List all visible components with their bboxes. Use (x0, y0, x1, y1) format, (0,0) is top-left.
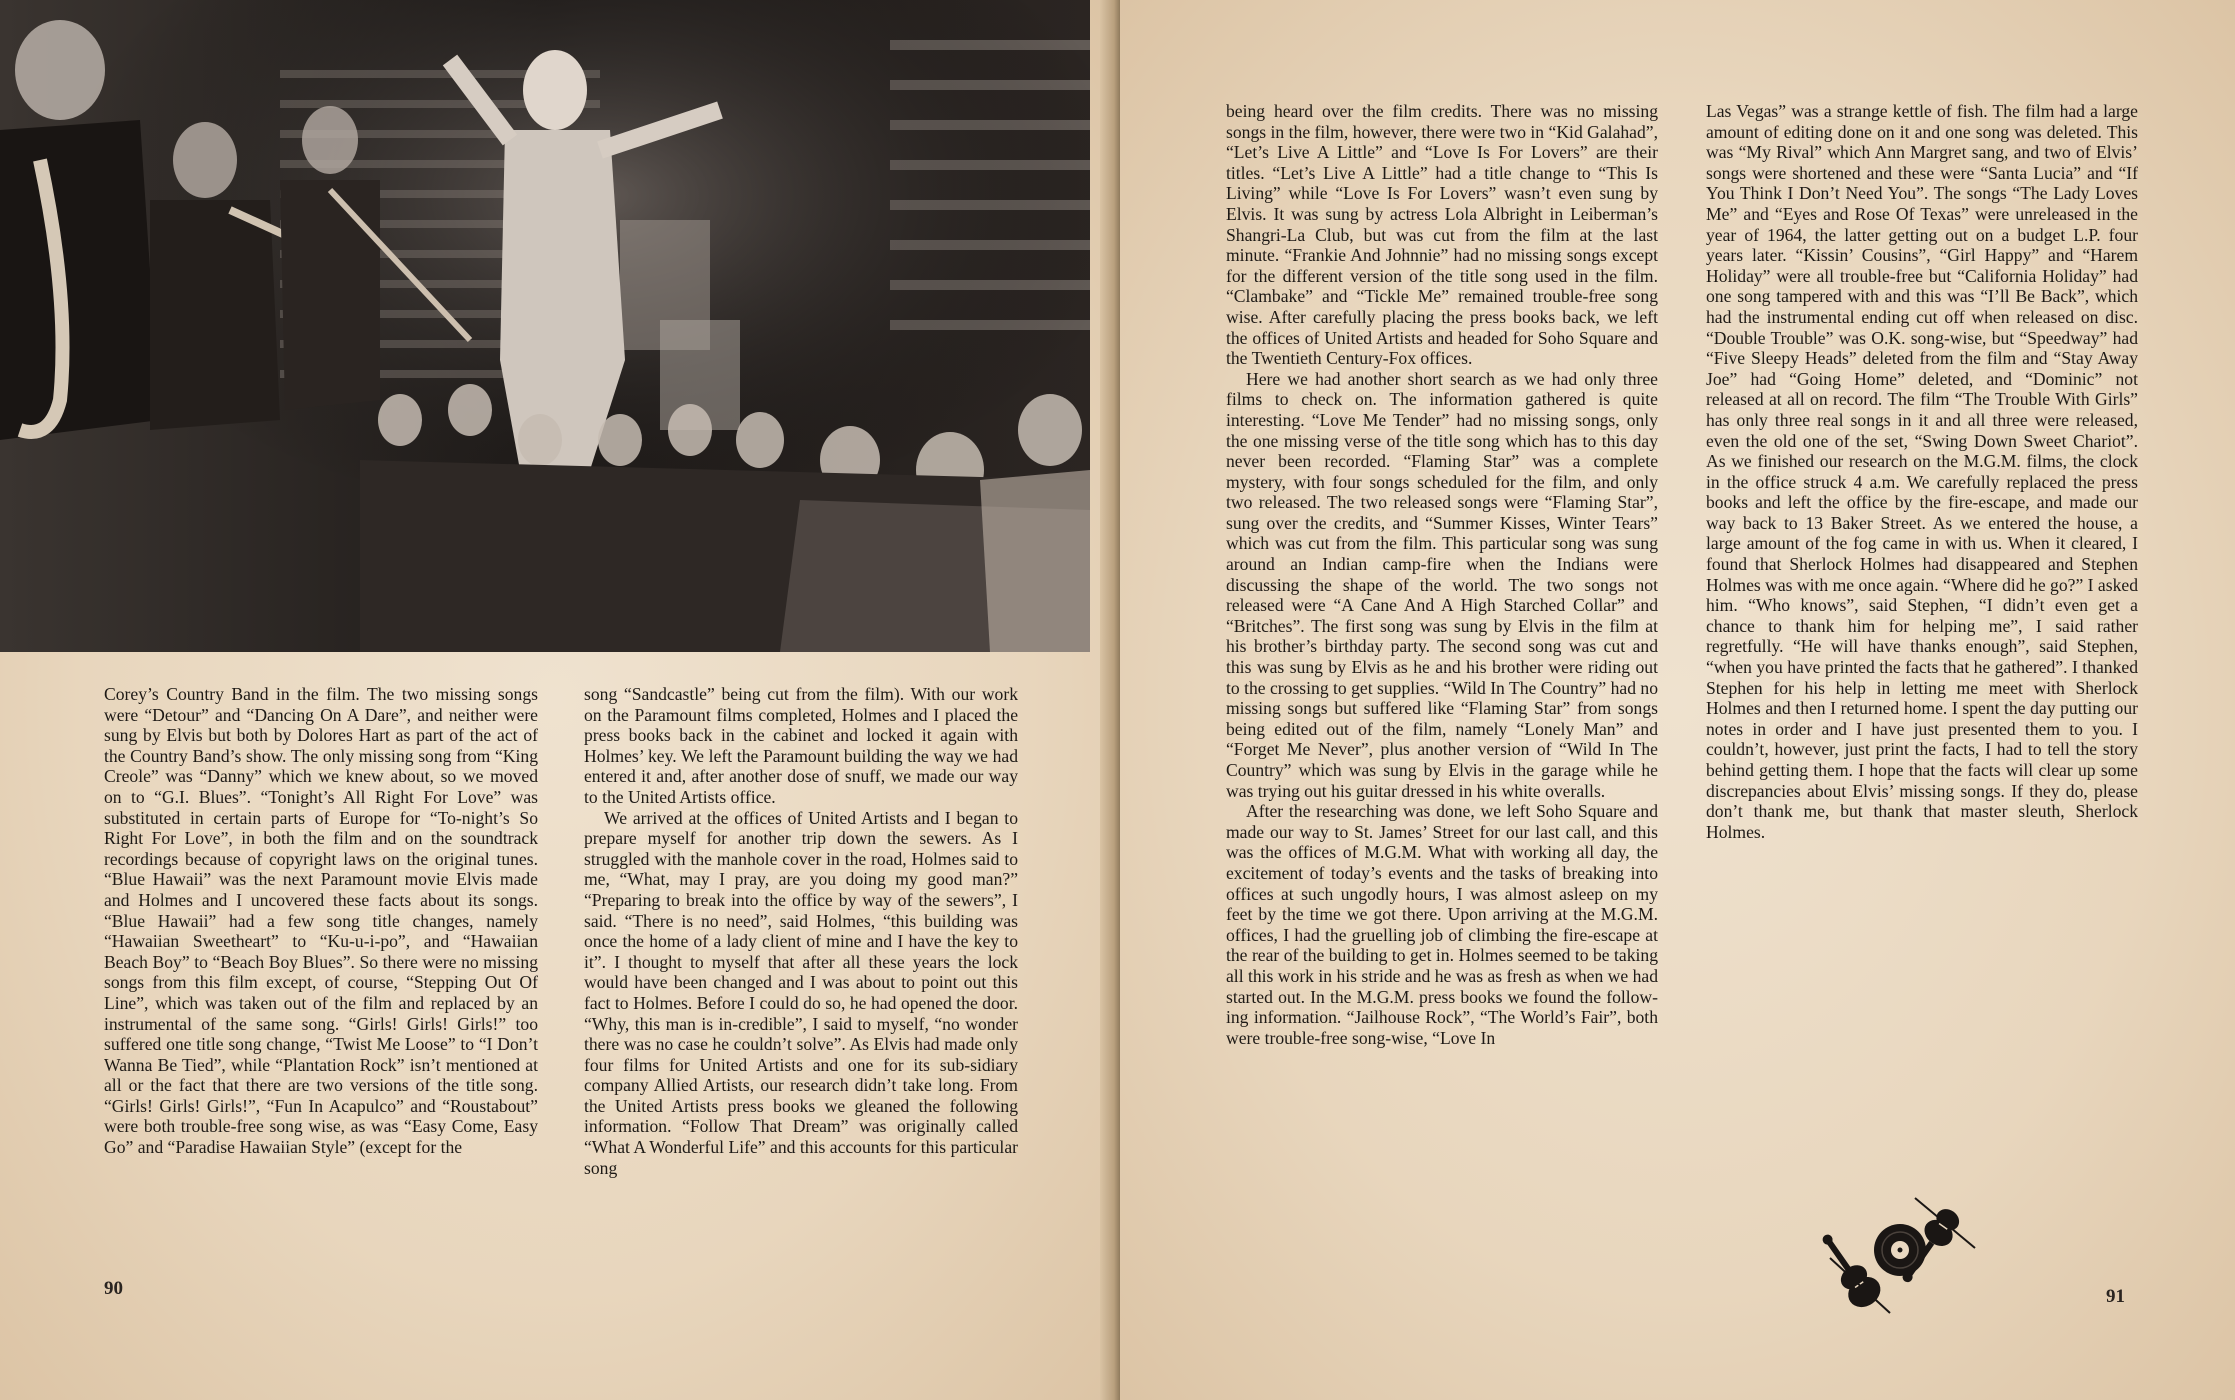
column-1-paragraph-1: Corey’s Country Band in the film. The two missing songs were “Detour” and “Dancing On A Dare”, and neither were sung by Elvis but both by Dolores Hart as part of the act of the Country Band’s show. The only missing song from “King Creole” was “Danny” which we knew about, so we moved on to “G.I. Blues”. “Tonight’s All Right For Love” was substituted in certain parts of Europe for “To-night’s So Right For Love”, in both the film and on the soundtrack recordings because of copyright laws on the original tunes. “Blue Hawaii” was the next Paramount movie Elvis made and Holmes and I uncovered these facts about its songs. “Blue Hawaii” had a few song title changes, namely “Hawaiian Sweetheart” to “Ku-u-i-po”, and “Hawaiian Beach Boy” to “Beach Boy Blues”. So there were no missing songs from this film except, of course, “Stepping Out Of Line”, which was taken out of the film and replaced by an instrumental of the same song. “Girls! Girls! Girls!” too suffered one title song change, “Twist Me Loose” to “I Don’t Wanna Be Tied”, while “Plantation Rock” isn’t mentioned at all or the fact that there are two versions of the title song. “Girls! Girls! Girls!”, “Fun In Acapulco” and “Roustabout” were both trouble-free song wise, as was “Easy Come, Easy Go” and “Paradise Hawaiian Style” (except for the (104, 684, 538, 1158)
column-2-paragraph-1: song “Sandcastle” being cut from the film). With our work on the Paramount films completed, Holmes and I placed the press books back in the cabinet and locked it again with Holmes’ key. We left the Paramount building the way we had entered it and, after another dose of snuff, we made our way to the United Artists office. (584, 684, 1018, 807)
column-2-paragraph-2: We arrived at the offices of United Artists and I began to prepare myself for another trip down the sewers. As I struggled with the manhole cover in the road, Holmes said to me, “What, may I pray, are you doing my good man?” “Preparing to break into the office by way of the sewers”, I said. “There is no need”, said Holmes, “this building was once the home of a lady client of mine and I have the key to it”. I thought to myself that after all these years the lock would have been changed and I was about to point out this fact to Holmes. Before I could do so, he had opened the door. “Why, this man is in-credible”, I said to myself, “no wonder there was no case he couldn’t solve”. As Elvis had made only four films for United Artists and one for its sub-sidiary company Allied Artists, our research didn’t take long. From the United Artists press books we gleaned the following information. “Follow That Dream” was originally called “What A Wonderful Life” and this accounts for this particular song (584, 807, 1018, 1178)
page-number-left: 90 (104, 1278, 123, 1299)
film-still-photo (0, 0, 1090, 652)
violins-and-record-icon (1820, 1188, 1980, 1318)
column-3-paragraph-2: Here we had another short search as we had only three films to check on. The information gathered is quite interesting. “Love Me Tender” had no missing songs, only the one missing verse of the title song which has to this day never been recorded. “Flaming Star” was a complete mystery, with four songs scheduled for the film, and only two released. The two released songs were “Flaming Star”, sung over the credits, and “Summer Kisses, Winter Tears” which was cut from the film. This particular song was sung around an Indian camp-fire when the Indians were discussing the shape of the world. The two songs not released were “A Cane And A High Starched Collar” and “Britches”. The first song was sung by Elvis in the film at his brother’s birthday party. The second song was cut and this was sung by Elvis as he and his brother were riding out to the crossing to get supplies. “Wild In The Country” had no missing songs but suffered like “Flaming Star” from songs being edited out of the film, namely “Lonely Man” and “Forget Me Never”, plus another version of “Wild In The Country” which was sung by Elvis in the garage while he was trying out his guitar dressed in his white overalls. (1226, 368, 1658, 801)
column-4-paragraph-1: Las Vegas” was a strange kettle of fish. The film had a large amount of editing done on it and one song was deleted. This was “My Rival” which Ann Margret sang, and two of Elvis’ songs were shortened and these were “Santa Lucia” and “If You Think I Don’t Need You”. The songs “The Lady Loves Me” and “Eyes and Rose Of Texas” were unreleased in the year of 1964, the latter getting out on a budget L.P. four years later. “Kissin’ Cousins”, “Girl Happy” and “Harem Holiday” were all trouble-free but “California Holiday” had one song tampered with and this was “I’ll Be Back”, which had the instrumental ending cut off when released on disc. “Double Trouble” was O.K. song-wise, but “Speedway” had “Five Sleepy Heads” deleted from the film and “Stay Away Joe” had “Going Home” deleted, and “Dominic” not released at all on record. The film “The Trouble With Girls” has only three real songs in it and all three were released, even the old one of the set, “Swing Down Sweet Chariot”. As we finished our research on the M.G.M. films, the clock in the office struck 4 a.m. We carefully replaced the press books and left the office by the fire-escape, and made our way back to 13 Baker Street. As we entered the house, a large amount of the fog came in with us. When it cleared, I found that Sherlock Holmes had disappeared and Stephen Holmes was with me once again. “Where did he go?” I asked him. “Who knows”, said Stephen, “I didn’t even get a chance to thank him for helping me”, I said rather regretfully. “He will have thanks enough”, said Stephen, “when you have printed the facts that he gathered”. I thanked Stephen for his help in letting me meet with Sherlock Holmes and then I returned home. I spent the day putting our notes in order and I have just presented them to you. I couldn’t, however, just print the facts, I had to tell the story behind getting them. I hope that the facts will clear up some discrepancies about Elvis’ missing songs. If they do, please don’t thank me, but thank that master sleuth, Sherlock Holmes. (1706, 101, 2138, 842)
column-1 (104, 684, 538, 1158)
column-3-paragraph-1: being heard over the film credits. There was no missing songs in the film, however, there were two in “Kid Galahad”, “Let’s Live A Little” and “Love Is For Lovers” are their titles. “Let’s Live A Little” had a title change to “This Is Living” while “Love Is For Lovers” wasn’t even sung by Elvis. It was sung by actress Lola Albright in Leiberman’s Shangri-La Club, but was cut from the film at the last minute. “Frankie And Johnnie” had no missing songs except for the different version of the title song used in the film. “Clambake” and “Tickle Me” remained trouble-free song wise. After carefully placing the press books back, we left the offices of United Artists and headed for Soho Square and the Twentieth Century-Fox offices. (1226, 101, 1658, 369)
page-number-right: 91 (2106, 1286, 2125, 1307)
column-4 (1706, 101, 2138, 842)
left-page (0, 0, 1110, 1400)
column-3 (1226, 101, 1658, 1048)
photo-illustration-icon (0, 0, 1090, 652)
column-2 (584, 684, 1018, 1178)
column-3-paragraph-3: After the researching was done, we left Soho Square and made our way to St. James’ Street for our last call, and this was the offices of M.G.M. What with working all day, the excitement of today’s events and the tasks of breaking into offices at such ungodly hours, I was almost asleep on my feet by the time we got there. Upon arriving at the M.G.M. offices, I had the gruelling job of climbing the fire-escape at the rear of the building to get in. Holmes seemed to be taking all this work in his stride and he was as fresh as when we had started out. In the M.G.M. press books we found the follow-ing information. “Jailhouse Rock”, “The World’s Fair”, both were trouble-free song-wise, “Love In (1226, 801, 1658, 1048)
